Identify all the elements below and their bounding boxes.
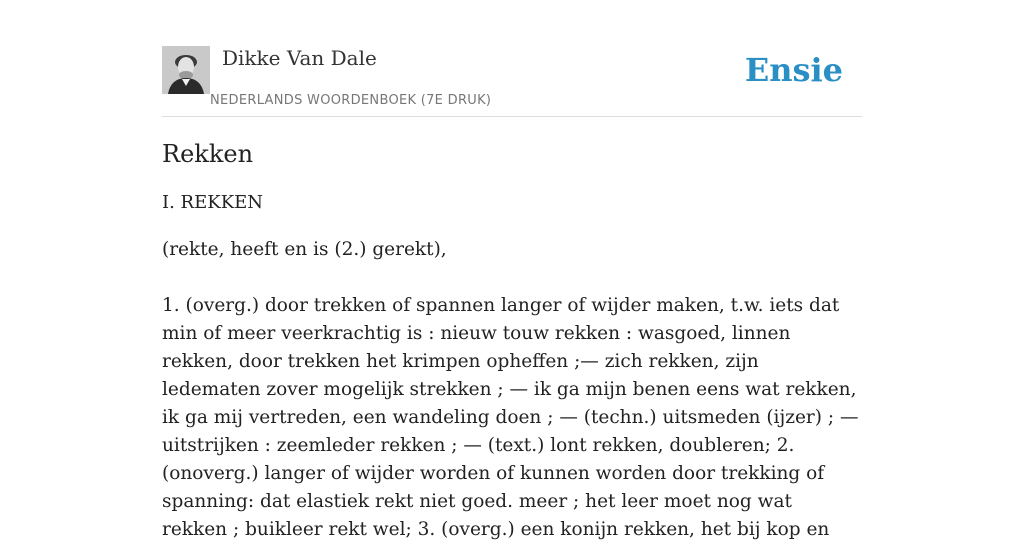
entry-definition-block: [162, 236, 862, 544]
source-title[interactable]: NEDERLANDS WOORDENBOEK (7E DRUK): [210, 93, 492, 108]
author-name[interactable]: Dikke Van Dale: [222, 46, 377, 70]
paragraph-spacer: [162, 264, 862, 292]
entry-grammar: (rekte, heeft en is (2.) gerekt),: [162, 239, 447, 260]
brand-logo[interactable]: Ensie: [744, 51, 843, 89]
portrait-image: [162, 46, 210, 94]
entry-definition: 1. (overg.) door trekken of spannen langer of wijder maken, t.w. iets dat min of meer veerkrachtig is : nieuw touw rekken : wasgoed, linnen rekken, door trekken het krimpen opheffen ;— zich rekken, zijn ledematen zover mogelijk strekken ; — ik ga mijn benen eens wat rekken, ik ga mij vertreden, een wandeling doen ; — (techn.) uitsmeden (ijzer) ; — uitstrijken : zeemleder rekken ; — (text.) lont rekken, doubleren; 2. (onoverg.) langer of wijder worden of kunnen worden door trekking of spanning: dat elastiek rekt niet goed. meer ; het leer moet nog wat rekken ; buikleer rekt wel; 3. (overg.) een konijn rekken, het bij kop en: [162, 295, 859, 540]
entry-content: [162, 138, 862, 544]
entry-headword: I. REKKEN: [162, 192, 264, 213]
author-avatar[interactable]: [162, 46, 210, 94]
header: [162, 46, 862, 117]
entry-title: Rekken: [162, 140, 254, 168]
